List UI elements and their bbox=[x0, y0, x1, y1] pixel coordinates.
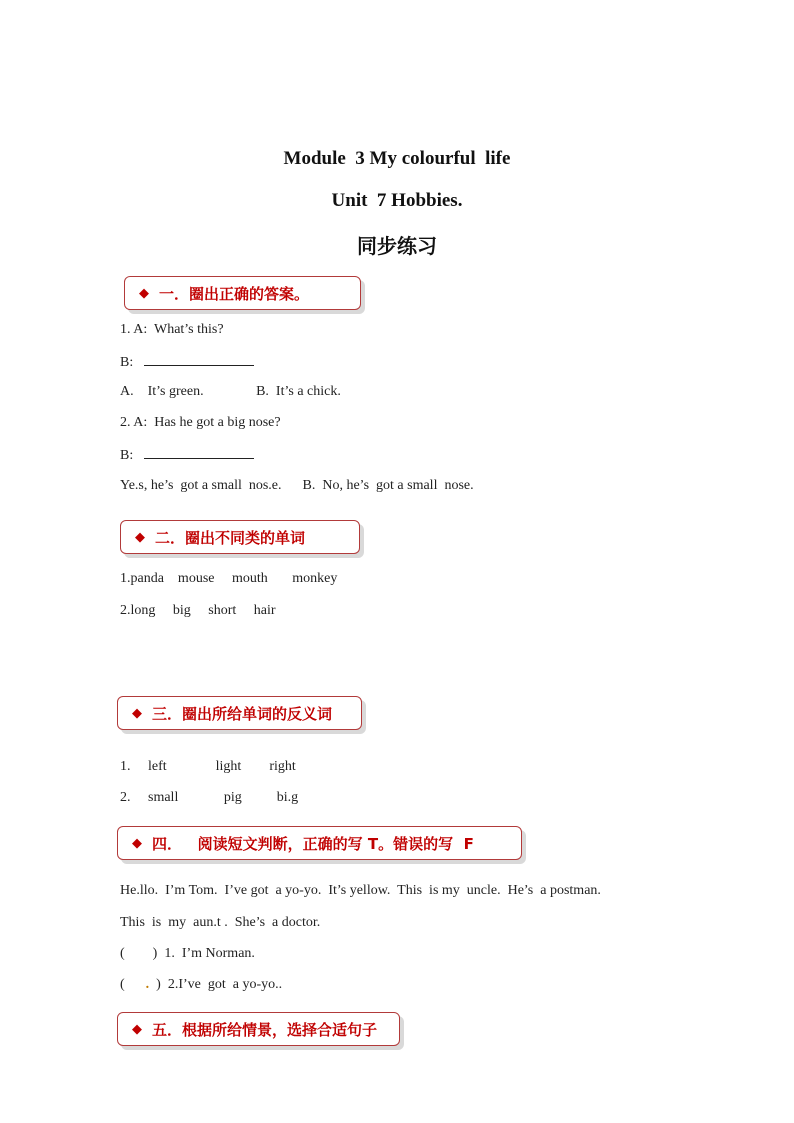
section-1-title: 一．圈出正确的答案。 bbox=[159, 284, 310, 303]
answer-line-2 bbox=[120, 446, 254, 464]
judge-item-2-text: ) 2.I’ve got a yo-yo.. bbox=[149, 977, 283, 992]
unit-title: Unit 7 Hobbies. bbox=[331, 190, 463, 211]
question-2-options: Ye.s, he’s got a small nos.e. B. No, he’s got a small nose. bbox=[120, 478, 474, 493]
section-1-banner bbox=[124, 276, 361, 310]
passage-line-1: He.llo. I’m Tom. I’ve got a yo-yo. It’s yellow. This is my uncle. He’s a postman. bbox=[120, 883, 601, 898]
page-subtitle: 同步练习 bbox=[357, 234, 437, 258]
judge-item-2-open: ( bbox=[120, 977, 146, 992]
section-4-title: 四． 阅读短文判断，正确的写 T。错误的写 F bbox=[152, 834, 474, 853]
section-5-banner bbox=[117, 1012, 400, 1046]
section-3-banner bbox=[117, 696, 362, 730]
judge-item-2 bbox=[120, 977, 282, 993]
section-2-banner bbox=[120, 520, 360, 554]
diamond-icon: ◆ bbox=[139, 285, 149, 301]
module-title: Module 3 My colourful life bbox=[283, 148, 511, 169]
question-1-options: A. It’s green. B. It’s a chick. bbox=[120, 384, 341, 399]
word-row-1: 1.panda mouse mouth monkey bbox=[120, 571, 338, 586]
diamond-icon: ◆ bbox=[135, 529, 145, 545]
diamond-icon: ◆ bbox=[132, 835, 142, 851]
section-5-title: 五．根据所给情景，选择合适句子 bbox=[152, 1020, 378, 1039]
section-3-title: 三．圈出所给单词的反义词 bbox=[152, 704, 333, 723]
section-4-banner bbox=[117, 826, 522, 860]
answer-label: B: bbox=[120, 448, 134, 463]
answer-line-1 bbox=[120, 353, 254, 371]
judge-item-1: ( ) 1. I’m Norman. bbox=[120, 946, 255, 961]
word-row-2: 2.long big short hair bbox=[120, 603, 276, 618]
question-2: 2. A: Has he got a big nose? bbox=[120, 415, 281, 430]
answer-blank-2[interactable] bbox=[144, 446, 254, 459]
diamond-icon: ◆ bbox=[132, 1021, 142, 1037]
answer-blank-1[interactable] bbox=[144, 353, 254, 366]
antonym-row-1: 1. left light right bbox=[120, 759, 296, 774]
section-2-title: 二．圈出不同类的单词 bbox=[155, 528, 306, 547]
passage-line-2: This is my aun.t . She’s a doctor. bbox=[120, 915, 321, 930]
answer-label: B: bbox=[120, 355, 134, 370]
diamond-icon: ◆ bbox=[132, 705, 142, 721]
question-1: 1. A: What’s this? bbox=[120, 322, 224, 337]
judge-item-2-mark: . bbox=[145, 977, 150, 992]
antonym-row-2: 2. small pig bi.g bbox=[120, 790, 299, 805]
